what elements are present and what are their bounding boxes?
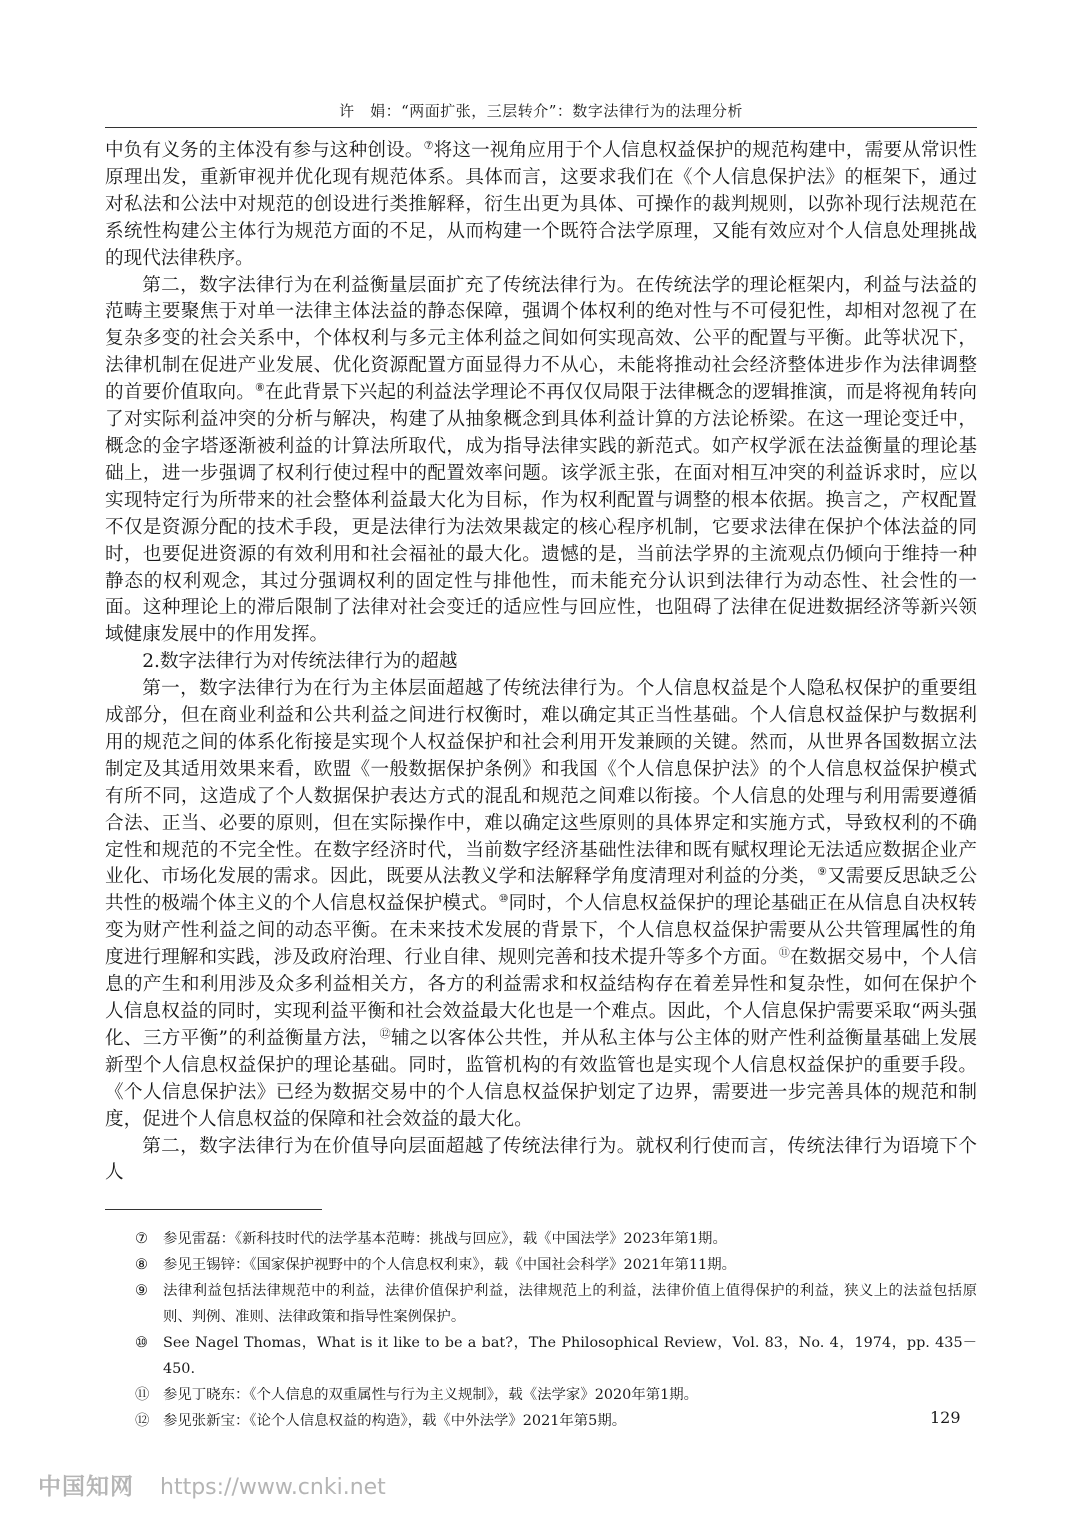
footnotes: [105, 1226, 977, 1434]
footnote-mark: ⑩: [135, 1335, 148, 1351]
paragraph-text: 同时，个人信息权益保护的理论基础正在从信息自决权转变为财产性利益之间的动态平衡。在未来技术发展的背景下，个人信息权益保护需要从公共管理属性的角度进行理解和实践，涉及政府治理、行业自律、规则完善和技术提升等多个方面。: [105, 893, 977, 969]
paragraph-4: 第二，数字法律行为在价值导向层面超越了传统法律行为。就权利行使而言，传统法律行为语境下个人: [105, 1135, 977, 1184]
header-rule: [105, 127, 977, 128]
paragraph-text: 中负有义务的主体没有参与这种创设。: [105, 140, 424, 161]
cnki-url[interactable]: https://www.cnki.net: [160, 1475, 386, 1500]
footnote-text: See Nagel Thomas，What is it like to be a bat?，The Philosophical Review，Vol. 83，No. 4，1974，pp. 435－450.: [163, 1335, 977, 1377]
paragraph-1: [105, 138, 977, 273]
footnote-text: 参见张新宝：《论个人信息权益的构造》，载《中外法学》2021年第5期。: [163, 1413, 627, 1429]
cnki-watermark: [38, 1468, 386, 1501]
footnote-mark: ⑪: [135, 1387, 150, 1403]
footnote-ref-7[interactable]: ⑦: [423, 138, 434, 152]
article-body: [105, 138, 977, 1187]
footnote-10: [105, 1330, 977, 1382]
paragraph-text: 第二，数字法律行为在利益衡量层面扩充了传统法律行为。在传统法学的理论框架内，利益与法益的范畴主要聚焦于对单一法律主体法益的静态保障，强调个体权利的绝对性与不可侵犯性，却相对忽视了在复杂多变的社会关系中，个体权利与多元主体利益之间如何实现高效、公平的配置与平衡。此等状况下，法律机制在促进产业发展、优化资源配置方面显得力不从心，未能将推动社会经济整体进步作为法律调整的首要价值取向。: [105, 274, 977, 404]
footnote-mark: ⑦: [135, 1231, 148, 1247]
footnote-ref-10[interactable]: ⑩: [498, 892, 509, 906]
footnote-text: 参见丁晓东：《个人信息的双重属性与行为主义规制》，载《法学家》2020年第1期。: [163, 1387, 699, 1403]
footnote-ref-8[interactable]: ⑧: [254, 380, 265, 394]
paragraph-text: 在此背景下兴起的利益法学理论不再仅仅局限于法律概念的逻辑推演，而是将视角转向了对实际利益冲突的分析与解决，构建了从抽象概念到具体利益计算的方法论桥梁。在这一理论变迁中，概念的金字塔逐渐被利益的计算法所取代，成为指导法律实践的新范式。如产权学派在法益衡量的理论基础上，进一步强调了权利行使过程中的配置效率问题。该学派主张，在面对相互冲突的利益诉求时，应以实现特定行为所带来的社会整体利益最大化为目标，作为权利配置与调整的根本依据。换言之，产权配置不仅是资源分配的技术手段，更是法律行为法效果裁定的核心程序机制，它要求法律在保护个体法益的同时，也要促进资源的有效利用和社会福祉的最大化。遗憾的是，当前法学界的主流观点仍倾向于维持一种静态的权利观念，其过分强调权利的固定性与排他性，而未能充分认识到法律行为动态性、社会性的一面。这种理论上的滞后限制了法律对社会变迁的适应性与回应性，也阻碍了法律在促进数据经济等新兴领域健康发展中的作用发挥。: [105, 382, 977, 646]
paragraph-text: 将这一视角应用于个人信息权益保护的规范构建中，需要从常识性原理出发，重新审视并优化现有规范体系。具体而言，这要求我们在《个人信息保护法》的框架下，通过对私法和公法中对规范的创设进行类推解释，衍生出更为具体、可操作的裁判规则，以弥补现行法规范在系统性构建公主体行为规范方面的不足，从而构建一个既符合法学原理，又能有效应对个人信息处理挑战的现代法律秩序。: [105, 140, 977, 269]
paragraph-text: 又需要反思缺乏公共性的极端个体主义的个人信息权益保护模式。: [105, 866, 977, 915]
footnote-ref-9[interactable]: ⑨: [817, 865, 828, 879]
footnote-11: [105, 1382, 977, 1408]
footnote-7: [105, 1226, 977, 1252]
footnote-rule: [105, 1209, 322, 1210]
footnote-12: [105, 1408, 977, 1434]
footnote-mark: ⑨: [135, 1283, 148, 1299]
footnote-text: 参见王锡锌：《国家保护视野中的个人信息权利束》，载《中国社会科学》2021年第11期。: [163, 1257, 736, 1273]
footnote-8: [105, 1252, 977, 1278]
page-number: 129: [930, 1408, 961, 1427]
footnote-text: 参见雷磊：《新科技时代的法学基本范畴：挑战与回应》，载《中国法学》2023年第1期。: [163, 1231, 727, 1247]
footnote-ref-11[interactable]: ⑪: [778, 946, 790, 959]
running-header: 许 娟：“两面扩张，三层转介”：数字法律行为的法理分析: [339, 102, 743, 120]
footnote-text: 法律利益包括法律规范中的利益，法律价值保护利益，法律规范上的利益，法律价值上值得保护的利益，狭义上的法益包括原则、判例、准则、法律政策和指导性案例保护。: [163, 1283, 977, 1325]
cnki-logo: 中国知网: [38, 1474, 134, 1500]
paragraph-3: [105, 676, 977, 1133]
footnote-ref-12[interactable]: ⑫: [379, 1026, 391, 1040]
section-subheading: 2.数字法律行为对传统法律行为的超越: [142, 651, 458, 673]
paragraph-2: [105, 273, 977, 650]
footnote-mark: ⑧: [135, 1257, 148, 1273]
paragraph-text: 辅之以客体公共性，并从私主体与公主体的财产性利益衡量基础上发展新型个人信息权益保护的理论基础。同时，监管机构的有效监管也是实现个人信息权益保护的重要手段。《个人信息保护法》已经为数据交易中的个人信息权益保护划定了边界，需要进一步完善具体的规范和制度，促进个人信息权益的保障和社会效益的最大化。: [105, 1027, 977, 1130]
paragraph-text: 在数据交易中，个人信息的产生和利用涉及众多利益相关方，各方的利益需求和权益结构存在着差异性和复杂性，如何在保护个人信息权益的同时，实现利益平衡和社会效益最大化也是一个难点。因此，个人信息保护需要采取“两头强化、三方平衡”的利益衡量方法，: [105, 947, 977, 1049]
paragraph-text: 第一，数字法律行为在行为主体层面超越了传统法律行为。个人信息权益是个人隐私权保护的重要组成部分，但在商业利益和公共利益之间进行权衡时，难以确定其正当性基础。个人信息权益保护与数据利用的规范之间的体系化衔接是实现个人权益保护和社会利用开发兼顾的关键。然而，从世界各国数据立法制定及其适用效果来看，欧盟《一般数据保护条例》和我国《个人信息保护法》的个人信息权益保护模式有所不同，这造成了个人数据保护表达方式的混乱和规范之间难以衔接。个人信息的处理与利用需要遵循合法、正当、必要的原则，但在实际操作中，难以确定这些原则的具体界定和实施方式，导致权利的不确定性和规范的不完全性。在数字经济时代，当前数字经济基础性法律和既有赋权理论无法适应数据企业产业化、市场化发展的需求。因此，既要从法教义学和法解释学角度清理对利益的分类，: [105, 678, 977, 888]
footnote-9: [105, 1278, 977, 1330]
footnote-mark: ⑫: [135, 1413, 150, 1429]
